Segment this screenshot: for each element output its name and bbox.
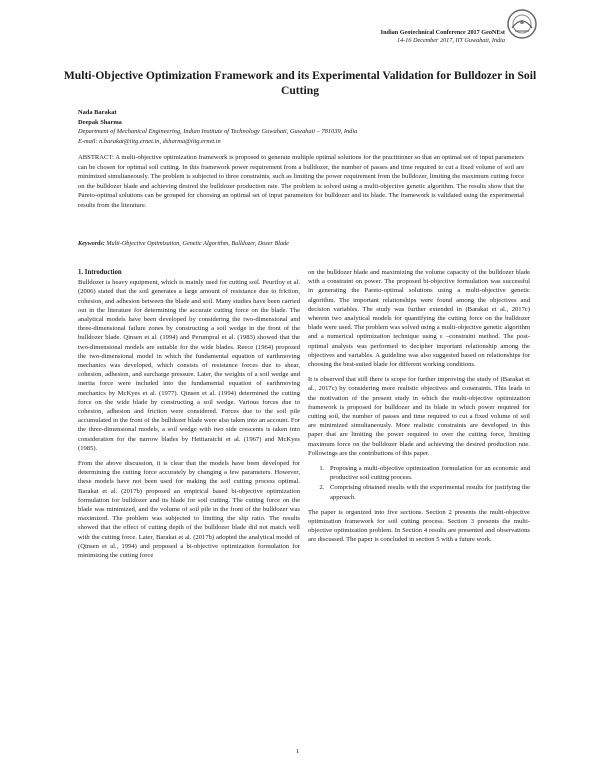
left-column (78, 268, 300, 566)
list-item: 2. Comprising obtained results with the experimental results for justifying the approach. (326, 483, 530, 501)
affiliation: Department of Mechanical Engineering, Indian Institute of Technology Guwahati, Guwahati – 781039, India (78, 128, 358, 136)
author-block (78, 108, 357, 146)
paragraph: From the above discussion, it is clear that the models have been developed for determining the cutting force accurately by changing a few parameters. However, these models have not been used for making the soil cutting process optimal. Barakat et al. (2017b) proposed an empirical based bi-objective optimization formulation for bulldozer and its blade for soil cutting. The cutting force on the blade was minimized, and the volume of soil pile in the front of the bulldozer was maximized. The problem was subjected to limiting the slip ratio. The results showed that the effect of cutting depth of the bulldozer blade did not match well with the cutting force. Later, Barakat et al. (2017b) adopted the analytical model of (Qinsen et al., 1994) and proposed a bi-objective optimization formulation for minimizing the cutting force (78, 460, 300, 560)
paragraph: Bulldozer is heavy equipment, which is mainly used for cutting soil. Peurifoy et al. (2006) stated that the soil generates a large amount of resistance due to friction, cohesion, and adhesion between the blade and soil. Many studies have been carried out in the literature for determining the accurate cutting force on the blade. The analytical models have been developed by considering the two-dimensional and three-dimensional failure zones by constructing a soil wedge in the front of the bulldozer blade. Qinsen et al. (1994) and Perumpral et al. (1983) showed that the two-dimensional models are suitable for the wide blades. Reece (1964) proposed the two-dimensional model in which the fundamental equation of earthmoving mechanics was developed, which consists of resistance forces due to shear, cohesion, adhesion, and surcharge pressure. Later, the weights of a soil wedge and inertia force were included into the fundamental equation of earthmoving mechanics by McKyes et al. (1977). Qinsen et al. (1994) determined the cutting force on the wide blade by constructing a soil wedge. Various forces due to cohesion, adhesion and friction were considered. Forces due to the soil pile accumulated in the front of the bulldozer blade were also taken into an account. For the three-dimensional models, a soil wedge with two side crescents is taken into consideration for the narrow blades by Hettiaratchi et al. (1967) and McKyes (1985). (78, 279, 300, 452)
author-name: Nada Barakat (78, 109, 117, 116)
right-column (308, 268, 530, 551)
paragraph: The paper is organized into five sections. Section 2 presents the multi-objective optimization framework for soil cutting process. Section 3 presents the multi-objective optimization problem. In Section 4 results are presented and observations are discussed. The paper is concluded in section 5 with a future work. (308, 508, 530, 544)
conference-header (381, 29, 505, 45)
paragraph: on the bulldozer blade and maximizing the volume capacity of the bulldozer blade with a constraint on power. The proposed bi-objective formulation was successful in generating the Pareto-optimal solutions using a multi-objective genetic algorithm. The important relationships were found among the objectives and decision variables. The study was further extended in (Barakat et al., 2017c) wherein two analytical models for quantifying the cutting force on the bulldozer blade were used. The problem was solved using a multi-objective genetic algorithm and a numerical optimization technique using ε –constraint method. The post-optimal analysis was performed to decipher important relationship among the objectives and variables. A guideline was also suggested based on relationships for choosing the best-suited blade for different working conditions. (308, 269, 530, 369)
page-number: 1 (296, 748, 300, 755)
paper-title: Multi-Objective Optimization Framework and its Experimental Validation for Bulldozer in Soil Cutting (63, 69, 537, 97)
paragraph: It is observed that still there is scope for further improving the study of (Barakat et al., 2017c) by considering more realistic objectives and constraints. This leads to the motivation of the present study in which the multi-objective optimization framework is proposed for bulldozer and its blade in which power required for cutting soil, the number of passes and time required to cut a fixed volume of soil are minimized simultaneously. More realistic constraints are developed in this paper that are limiting the power required to over the cutting force, limiting maximum force on the bulldozer blade and achieving the desired production rate. Followings are the contributions of this paper. (308, 376, 530, 457)
list-item: 1. Proposing a multi-objective optimization formulation for an economic and productive soil cutting process. (326, 464, 530, 482)
author-name: Deepak Sharma (78, 118, 122, 126)
conference-logo-icon (506, 8, 538, 40)
contributions-list (308, 464, 530, 502)
abstract: ABSTRACT: A multi-objective optimization framework is proposed to generate multiple optimal solutions for the practitioner so that an optimal set of input parameters can be chosen for optimal soil cutting. In this framework power requirement from a bulldozer, the number of passes and time required to cut a fixed volume of soil are minimized simultaneously. The problem is subjected to three constraints, such as limiting the power requirement from the bulldozer, limiting the maximum cutting force on the bulldozer blade and achieving desired the bulldozer production rate. The problem is solved using a multi-objective genetic algorithm. The results show that the Pareto-optimal solutions can be grouped for choosing an optimal set of input parameters for bulldozer and its blade. The framework is validated using the experimental results from the literature. (78, 154, 524, 209)
keywords-line (78, 240, 524, 247)
conference-name: Indian Geotechnical Conference 2017 GeoNEst (380, 29, 505, 36)
keywords-label: Keywords: (78, 240, 105, 247)
conference-dates: 14-16 December 2017, IIT Guwahati, India (397, 37, 505, 44)
section-heading: 1. Introduction (78, 269, 122, 276)
keywords-text: Multi-Objective Optimization, Genetic Algorithm, Bulldozer, Dozer Blade (106, 240, 289, 247)
email-line: E-mail: n.barakat@iitg.ernet.in, dsharma@iitg.ernet.in (78, 137, 221, 145)
